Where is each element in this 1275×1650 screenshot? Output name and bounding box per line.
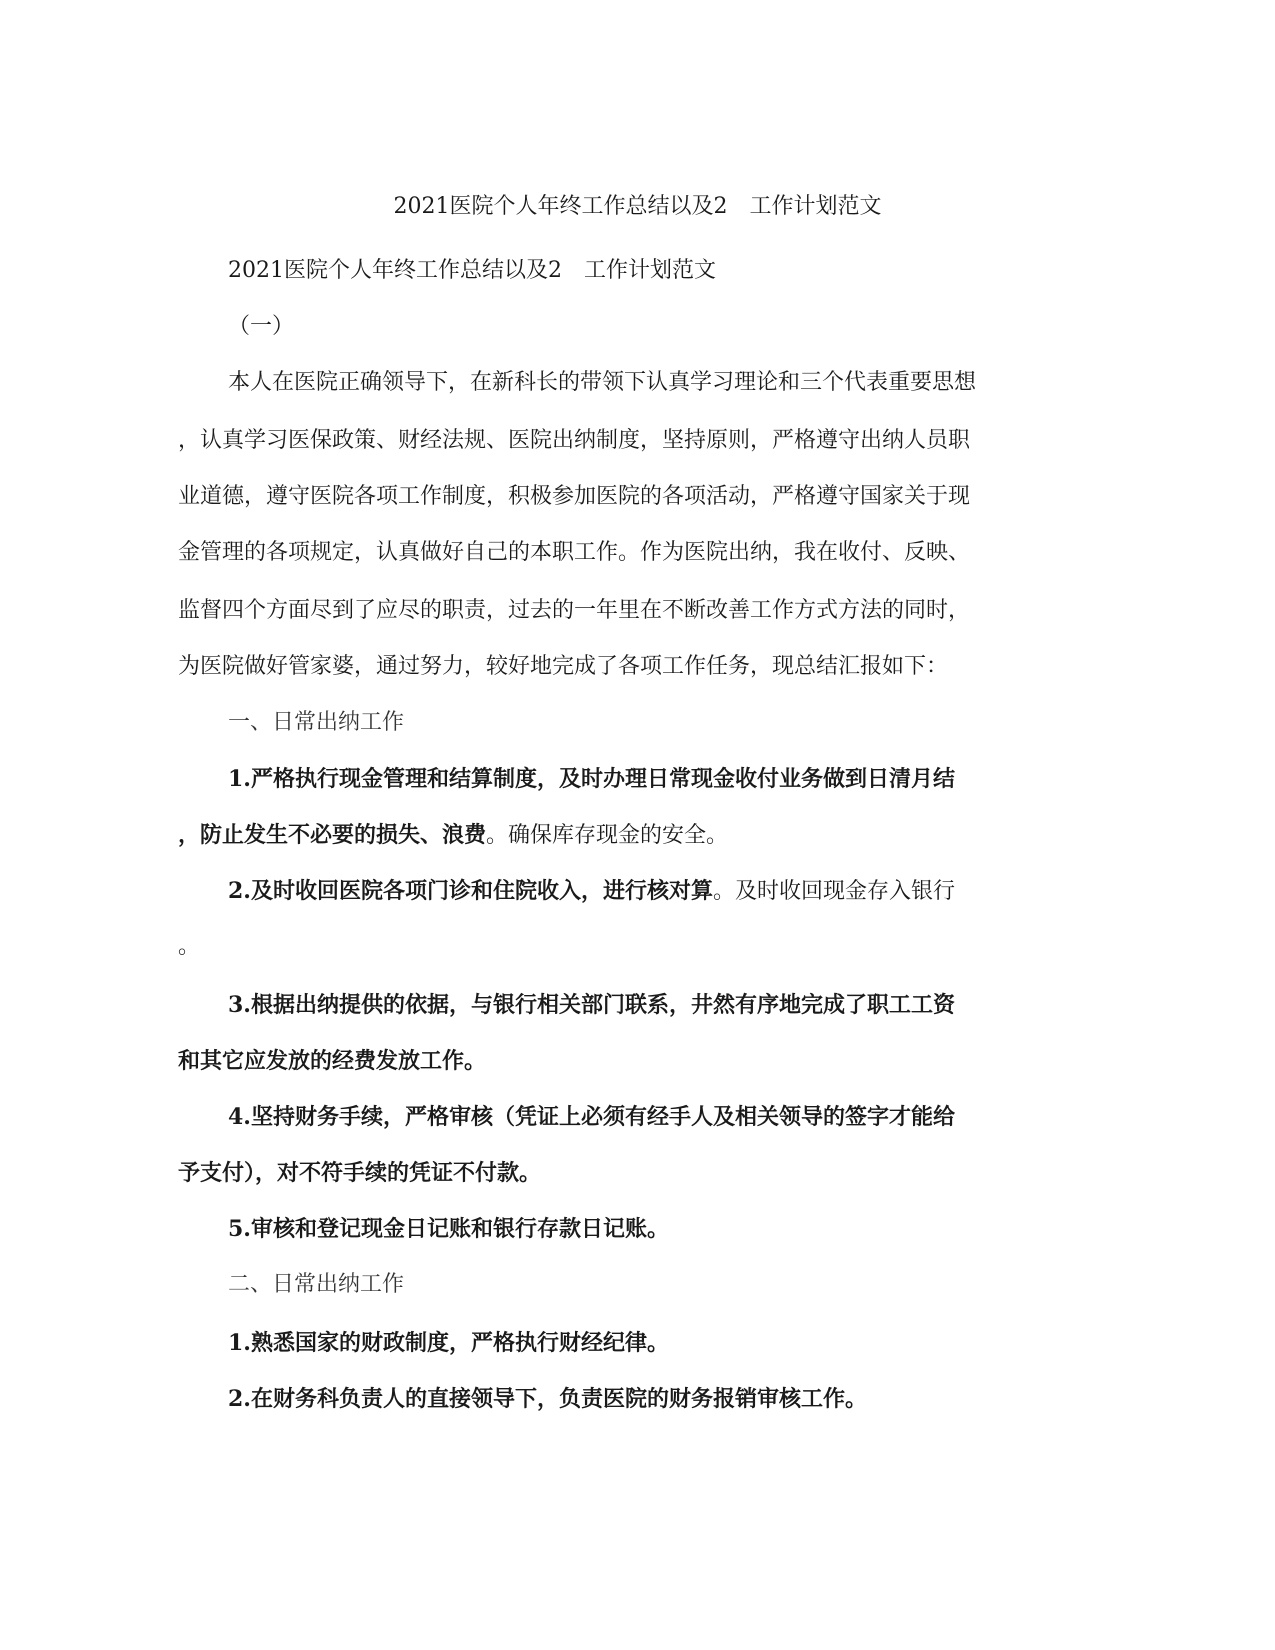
item-1-line-1: 1.严格执行现金管理和结算制度，及时办理日常现金收付业务做到日清月结 (228, 766, 955, 792)
section-2-item-1: 1.熟悉国家的财政制度，严格执行财经纪律。 (228, 1330, 669, 1356)
part-label: （一） (228, 314, 295, 339)
item-1-line-2-bold: ，防止发生不必要的损失、浪费 (178, 822, 487, 848)
section-heading-1: 一、日常出纳工作 (228, 710, 405, 735)
intro-line-3: 业道德，遵守医院各项工作制度，积极参加医院的各项活动，严格遵守国家关于现 (178, 484, 971, 509)
intro-line-4: 金管理的各项规定，认真做好自己的本职工作。作为医院出纳，我在收付、反映、 (178, 540, 971, 565)
item-5: 5.审核和登记现金日记账和银行存款日记账。 (228, 1216, 669, 1242)
section-heading-2: 二、日常出纳工作 (228, 1272, 405, 1297)
document-subtitle: 2021医院个人年终工作总结以及2 工作计划范文 (228, 258, 716, 283)
intro-line-1: 本人在医院正确领导下，在新科长的带领下认真学习理论和三个代表重要思想 (228, 370, 977, 395)
item-2-normal: 。及时收回现金存入银行 (712, 879, 955, 904)
item-4-line-2: 予支付），对不符手续的凭证不付款。 (178, 1160, 542, 1186)
item-2-bold: 2.及时收回医院各项门诊和住院收入，进行核对算 (228, 878, 713, 904)
item-3-line-1: 3.根据出纳提供的依据，与银行相关部门联系，井然有序地完成了职工工资 (228, 992, 955, 1018)
intro-line-5: 监督四个方面尽到了应尽的职责，过去的一年里在不断改善工作方式方法的同时， (178, 598, 971, 623)
item-1-line-2-normal: 。确保库存现金的安全。 (486, 823, 729, 848)
item-1-line-2 (178, 820, 728, 851)
intro-line-6: 为医院做好管家婆，通过努力，较好地完成了各项工作任务，现总结汇报如下： (178, 654, 949, 679)
item-2-line-2: 。 (178, 934, 201, 959)
item-4-line-1: 4.坚持财务手续，严格审核（凭证上必须有经手人及相关领导的签字才能给 (228, 1104, 955, 1130)
item-2-line-1 (228, 876, 955, 907)
section-2-item-2: 2.在财务科负责人的直接领导下，负责医院的财务报销审核工作。 (228, 1386, 867, 1412)
intro-line-2: ，认真学习医保政策、财经法规、医院出纳制度，坚持原则，严格遵守出纳人员职 (178, 428, 971, 453)
document-title: 2021医院个人年终工作总结以及2 工作计划范文 (393, 194, 882, 219)
item-3-line-2: 和其它应发放的经费发放工作。 (178, 1048, 487, 1074)
